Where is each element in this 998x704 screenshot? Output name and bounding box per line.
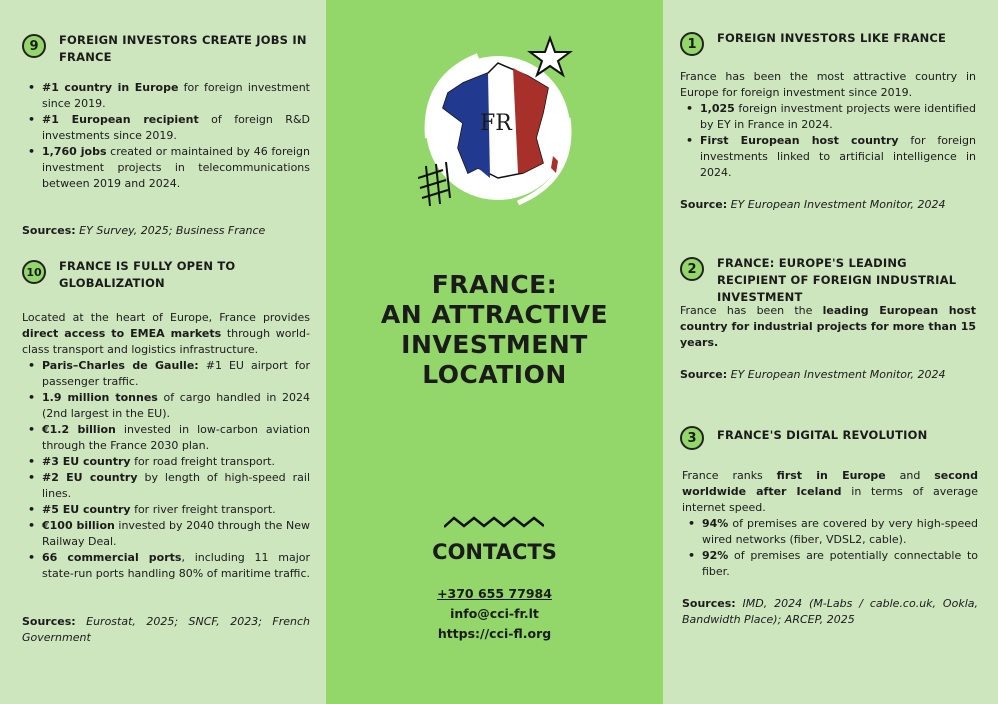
section-10-list — [22, 358, 310, 582]
section-2-sources: Source: EY European Investment Monitor, 2024 — [680, 368, 946, 381]
section-title: FRANCE'S DIGITAL REVOLUTION — [717, 428, 928, 442]
section-2-header — [680, 255, 980, 306]
zigzag-decoration-icon — [444, 515, 544, 529]
right-panel — [663, 0, 998, 704]
section-3-sources: Sources: IMD, 2024 (M-Labs / cable.co.uk, Ookla, Bandwidth Place); ARCEP, 2025 — [682, 597, 978, 626]
list-item: • 1,025 foreign investment projects were identified by EY in France in 2024. — [680, 101, 976, 133]
list-item: • Paris–Charles de Gaulle: #1 EU airport for passenger traffic. — [22, 358, 310, 390]
section-10-sources: Sources: Eurostat, 2025; SNCF, 2023; French Government — [22, 615, 310, 644]
website-link[interactable]: https://cci-fl.org — [437, 626, 552, 641]
section-1-intro: France has been the most attractive country in Europe for foreign investment since 2019. — [680, 70, 976, 99]
section-1-sources: Source: EY European Investment Monitor, 2024 — [680, 198, 946, 211]
middle-panel — [326, 0, 663, 704]
list-item: • #2 EU country by length of high-speed rail lines. — [22, 470, 310, 502]
section-title: FOREIGN INVESTORS LIKE FRANCE — [717, 31, 947, 45]
section-9-header — [22, 32, 312, 66]
section-9-list — [22, 80, 310, 192]
list-item: • 1,760 jobs created or maintained by 46 foreign investment projects in telecommunications between 2019 and 2024. — [22, 144, 310, 192]
section-3-list — [682, 516, 978, 580]
list-item: • €100 billion invested by 2040 through the New Railway Deal. — [22, 518, 310, 550]
section-10-intro: Located at the heart of Europe, France provides direct access to EMEA markets through world-class transport and logistics infrastructure. — [22, 311, 310, 356]
phone-link[interactable]: +370 655 77984 — [437, 586, 552, 601]
email-link[interactable]: info@cci-fr.lt — [450, 606, 539, 621]
section-number-badge: 2 — [680, 257, 704, 281]
section-number-badge: 3 — [680, 426, 704, 450]
section-title: FRANCE IS FULLY OPEN TO GLOBALIZATION — [59, 259, 236, 290]
section-number-badge: 1 — [680, 32, 704, 56]
france-map-icon — [418, 28, 578, 213]
section-3-header — [680, 424, 980, 450]
list-item: • €1.2 billion invested in low-carbon aviation through the France 2030 plan. — [22, 422, 310, 454]
section-2-intro: France has been the leading European host country for industrial projects for more than 15 years. — [680, 304, 976, 349]
list-item: • 1.9 million tonnes of cargo handled in 2024 (2nd largest in the EU). — [22, 390, 310, 422]
list-item: • 66 commercial ports, including 11 major state-run ports handling 80% of maritime traffic. — [22, 550, 310, 582]
contacts-heading: CONTACTS — [432, 540, 557, 564]
section-title: FOREIGN INVESTORS CREATE JOBS IN FRANCE — [59, 33, 307, 64]
section-9-sources: Sources: EY Survey, 2025; Business France — [22, 224, 266, 237]
section-1-header — [680, 30, 980, 56]
list-item: • First European host country for foreign investments linked to artificial intelligence in 2024. — [680, 133, 976, 181]
france-map-illustration — [418, 28, 578, 217]
section-3-intro: France ranks first in Europe and second worldwide after Iceland in terms of average internet speed. — [682, 469, 978, 514]
left-panel — [0, 0, 326, 704]
section-title: FRANCE: EUROPE'S LEADING RECIPIENT OF FOREIGN INDUSTRIAL INVESTMENT — [717, 256, 957, 304]
section-number-badge: 9 — [22, 34, 46, 58]
section-10-header — [22, 258, 312, 292]
list-item: • #3 EU country for road freight transport. — [22, 454, 310, 470]
svg-text:FR: FR — [480, 111, 512, 136]
list-item: • #1 country in Europe for foreign investment since 2019. — [22, 80, 310, 112]
brochure-title: FRANCE: AN ATTRACTIVE INVESTMENT LOCATION — [380, 270, 609, 389]
list-item: • #1 European recipient of foreign R&D investments since 2019. — [22, 112, 310, 144]
list-item: • #5 EU country for river freight transport. — [22, 502, 310, 518]
section-1-list — [680, 101, 976, 181]
list-item: • 94% of premises are covered by very high-speed wired networks (fiber, VDSL2, cable). — [682, 516, 978, 548]
list-item: • 92% of premises are potentially connectable to fiber. — [682, 548, 978, 580]
section-number-badge: 10 — [22, 260, 46, 284]
